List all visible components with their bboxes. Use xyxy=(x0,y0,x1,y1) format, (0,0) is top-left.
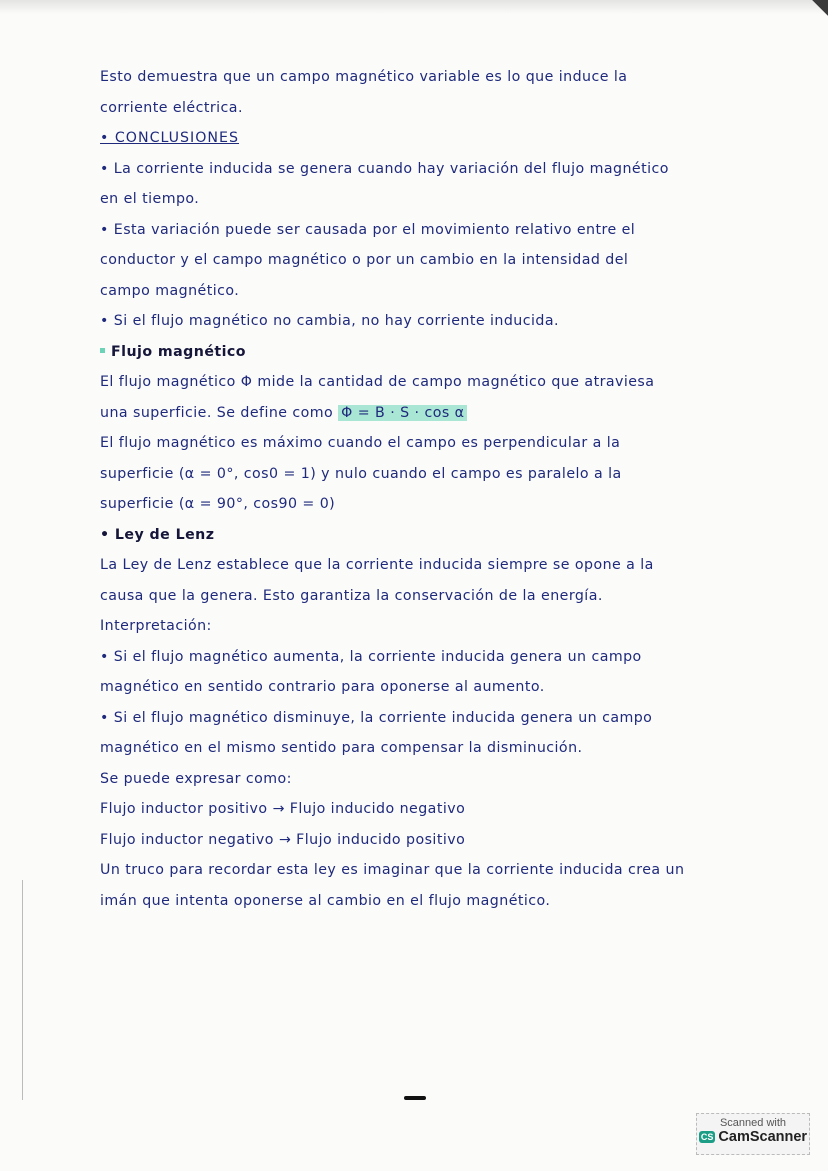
watermark-brand xyxy=(697,1129,809,1145)
folded-corner xyxy=(798,0,828,22)
note-line: superficie (α = 90°, cos90 = 0) xyxy=(100,496,336,512)
brand-name: CamScanner xyxy=(718,1129,808,1145)
note-line: campo magnético. xyxy=(100,282,240,299)
note-line: • Esta variación puede ser causada por el movimiento relativo entre el xyxy=(100,221,636,238)
note-line: en el tiempo. xyxy=(100,191,200,207)
note-line: Se puede expresar como: xyxy=(100,770,292,787)
note-line-formula xyxy=(100,398,800,429)
note-line: • Si el flujo magnético aumenta, la corriente inducida genera un campo xyxy=(100,648,642,665)
note-line: imán que intenta oponerse al cambio en el flujo magnético. xyxy=(100,892,551,909)
note-line: Un truco para recordar esta ley es imaginar que la corriente inducida crea un xyxy=(100,862,685,878)
page-mark xyxy=(404,1096,426,1100)
note-line: • Si el flujo magnético no cambia, no hay corriente inducida. xyxy=(100,313,559,329)
note-line: conductor y el campo magnético o por un cambio en la intensidad del xyxy=(100,252,629,268)
section-heading-lenz: • Ley de Lenz xyxy=(100,526,215,543)
section-heading-conclusiones: • CONCLUSIONES xyxy=(100,130,239,146)
note-line: El flujo magnético es máximo cuando el campo es perpendicular a la xyxy=(100,435,621,451)
note-line: causa que la genera. Esto garantiza la conservación de la energía. xyxy=(100,587,603,604)
bullet-icon xyxy=(100,348,105,353)
formula-intro: una superficie. Se define como xyxy=(100,404,334,421)
watermark-caption: Scanned with xyxy=(719,1117,787,1129)
camscanner-logo-icon: CS xyxy=(700,1132,714,1142)
note-line: Flujo inductor negativo → Flujo inducido positivo xyxy=(100,831,466,848)
scan-top-shadow xyxy=(0,0,828,14)
note-line: Flujo inductor positivo → Flujo inducido negativo xyxy=(100,801,466,817)
note-line: magnético en el mismo sentido para compensar la disminución. xyxy=(100,740,583,756)
note-line: • Si el flujo magnético disminuye, la corriente inducida genera un campo xyxy=(100,709,653,726)
handwritten-notes xyxy=(100,62,800,916)
heading-text: Flujo magnético xyxy=(111,343,246,360)
note-line: El flujo magnético Φ mide la cantidad de campo magnético que atraviesa xyxy=(100,374,655,390)
note-line: superficie (α = 0°, cos0 = 1) y nulo cuando el campo es paralelo a la xyxy=(100,465,622,482)
note-line: Esto demuestra que un campo magnético variable es lo que induce la xyxy=(100,69,628,85)
camscanner-watermark xyxy=(696,1113,810,1155)
note-line: La Ley de Lenz establece que la corriente inducida siempre se opone a la xyxy=(100,557,654,573)
section-heading-flujo xyxy=(100,337,800,368)
highlighted-formula: Φ = B · S · cos α xyxy=(338,405,467,421)
note-line: Interpretación: xyxy=(100,618,212,634)
note-line: corriente eléctrica. xyxy=(100,99,243,116)
note-line: • La corriente inducida se genera cuando hay variación del flujo magnético xyxy=(100,160,669,177)
note-line: magnético en sentido contrario para oponerse al aumento. xyxy=(100,679,545,695)
page-edge xyxy=(22,880,23,1100)
